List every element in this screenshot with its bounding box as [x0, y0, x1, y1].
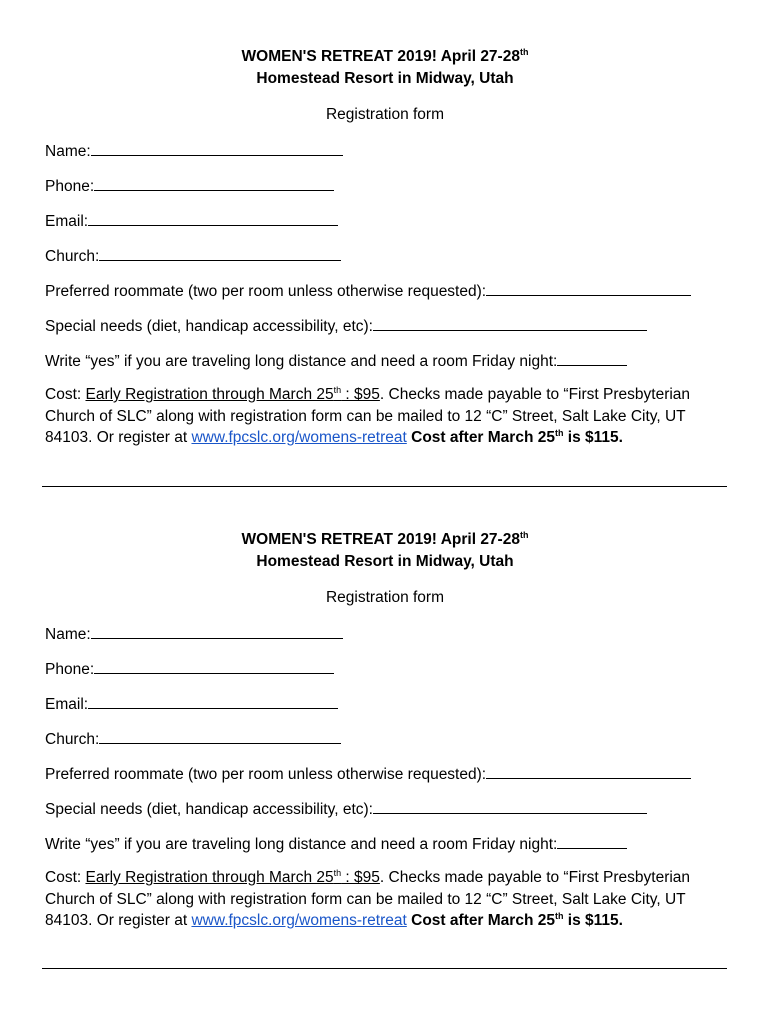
special-needs-field[interactable]	[45, 797, 735, 832]
church-field[interactable]	[45, 244, 735, 279]
early-registration-text: Early Registration through March 25th : $95	[85, 867, 380, 886]
late-cost-text: Cost after March 25th is $115.	[406, 427, 623, 446]
phone-field[interactable]	[45, 657, 735, 692]
name-field[interactable]	[45, 622, 735, 657]
retreat-title: WOMEN'S RETREAT 2019! April 27-28th	[241, 46, 529, 65]
church-label: Church:	[45, 248, 100, 265]
friday-night-blank[interactable]	[557, 832, 627, 849]
special-needs-field[interactable]	[45, 314, 735, 349]
email-field[interactable]	[45, 209, 735, 244]
form-subtitle: Registration form	[325, 106, 444, 123]
name-blank[interactable]	[91, 622, 343, 639]
email-blank[interactable]	[88, 692, 338, 709]
roommate-blank[interactable]	[486, 762, 691, 779]
section-divider	[42, 486, 727, 487]
registration-form-top	[0, 46, 770, 449]
venue-title: Homestead Resort in Midway, Utah	[256, 70, 514, 87]
friday-night-label: Write “yes” if you are traveling long distance and need a room Friday night:	[45, 836, 558, 853]
email-label: Email:	[45, 213, 89, 230]
roommate-field[interactable]	[45, 762, 735, 797]
phone-blank[interactable]	[94, 174, 334, 191]
church-blank[interactable]	[99, 244, 341, 261]
email-label: Email:	[45, 696, 89, 713]
section-divider	[42, 968, 727, 969]
roommate-field[interactable]	[45, 279, 735, 314]
special-needs-label: Special needs (diet, handicap accessibility, etc):	[45, 801, 373, 818]
friday-night-blank[interactable]	[557, 349, 627, 366]
special-needs-blank[interactable]	[373, 314, 647, 331]
name-field[interactable]	[45, 139, 735, 174]
email-blank[interactable]	[88, 209, 338, 226]
name-blank[interactable]	[91, 139, 343, 156]
friday-night-field[interactable]	[45, 832, 735, 867]
cost-paragraph: Cost: Early Registration through March 25th : $95. Checks made payable to “First Presbyterian Church of SLC” along with registration form can be mailed to 12 “C” Street, Salt Lake City, UT 84103. Or register at www.fpcslc.org/womens-retreat Cost after March 25th is $115.	[45, 867, 691, 929]
phone-label: Phone:	[45, 178, 95, 195]
church-blank[interactable]	[99, 727, 341, 744]
phone-field[interactable]	[45, 174, 735, 209]
special-needs-blank[interactable]	[373, 797, 647, 814]
venue-title: Homestead Resort in Midway, Utah	[256, 553, 514, 570]
phone-label: Phone:	[45, 661, 95, 678]
roommate-label: Preferred roommate (two per room unless otherwise requested):	[45, 766, 487, 783]
register-link[interactable]: www.fpcslc.org/womens-retreat	[191, 912, 407, 929]
name-label: Name:	[45, 143, 91, 160]
email-field[interactable]	[45, 692, 735, 727]
friday-night-field[interactable]	[45, 349, 735, 384]
cost-paragraph: Cost: Early Registration through March 25th : $95. Checks made payable to “First Presbyterian Church of SLC” along with registration form can be mailed to 12 “C” Street, Salt Lake City, UT 84103. Or register at www.fpcslc.org/womens-retreat Cost after March 25th is $115.	[45, 384, 691, 446]
form-subtitle: Registration form	[325, 589, 444, 606]
roommate-label: Preferred roommate (two per room unless otherwise requested):	[45, 283, 487, 300]
roommate-blank[interactable]	[486, 279, 691, 296]
registration-form-bottom	[0, 529, 770, 932]
retreat-title: WOMEN'S RETREAT 2019! April 27-28th	[241, 529, 529, 548]
register-link[interactable]: www.fpcslc.org/womens-retreat	[191, 429, 407, 446]
early-registration-text: Early Registration through March 25th : $95	[85, 384, 380, 403]
name-label: Name:	[45, 626, 91, 643]
phone-blank[interactable]	[94, 657, 334, 674]
special-needs-label: Special needs (diet, handicap accessibility, etc):	[45, 318, 373, 335]
late-cost-text: Cost after March 25th is $115.	[406, 910, 623, 929]
church-label: Church:	[45, 731, 100, 748]
friday-night-label: Write “yes” if you are traveling long distance and need a room Friday night:	[45, 353, 558, 370]
church-field[interactable]	[45, 727, 735, 762]
